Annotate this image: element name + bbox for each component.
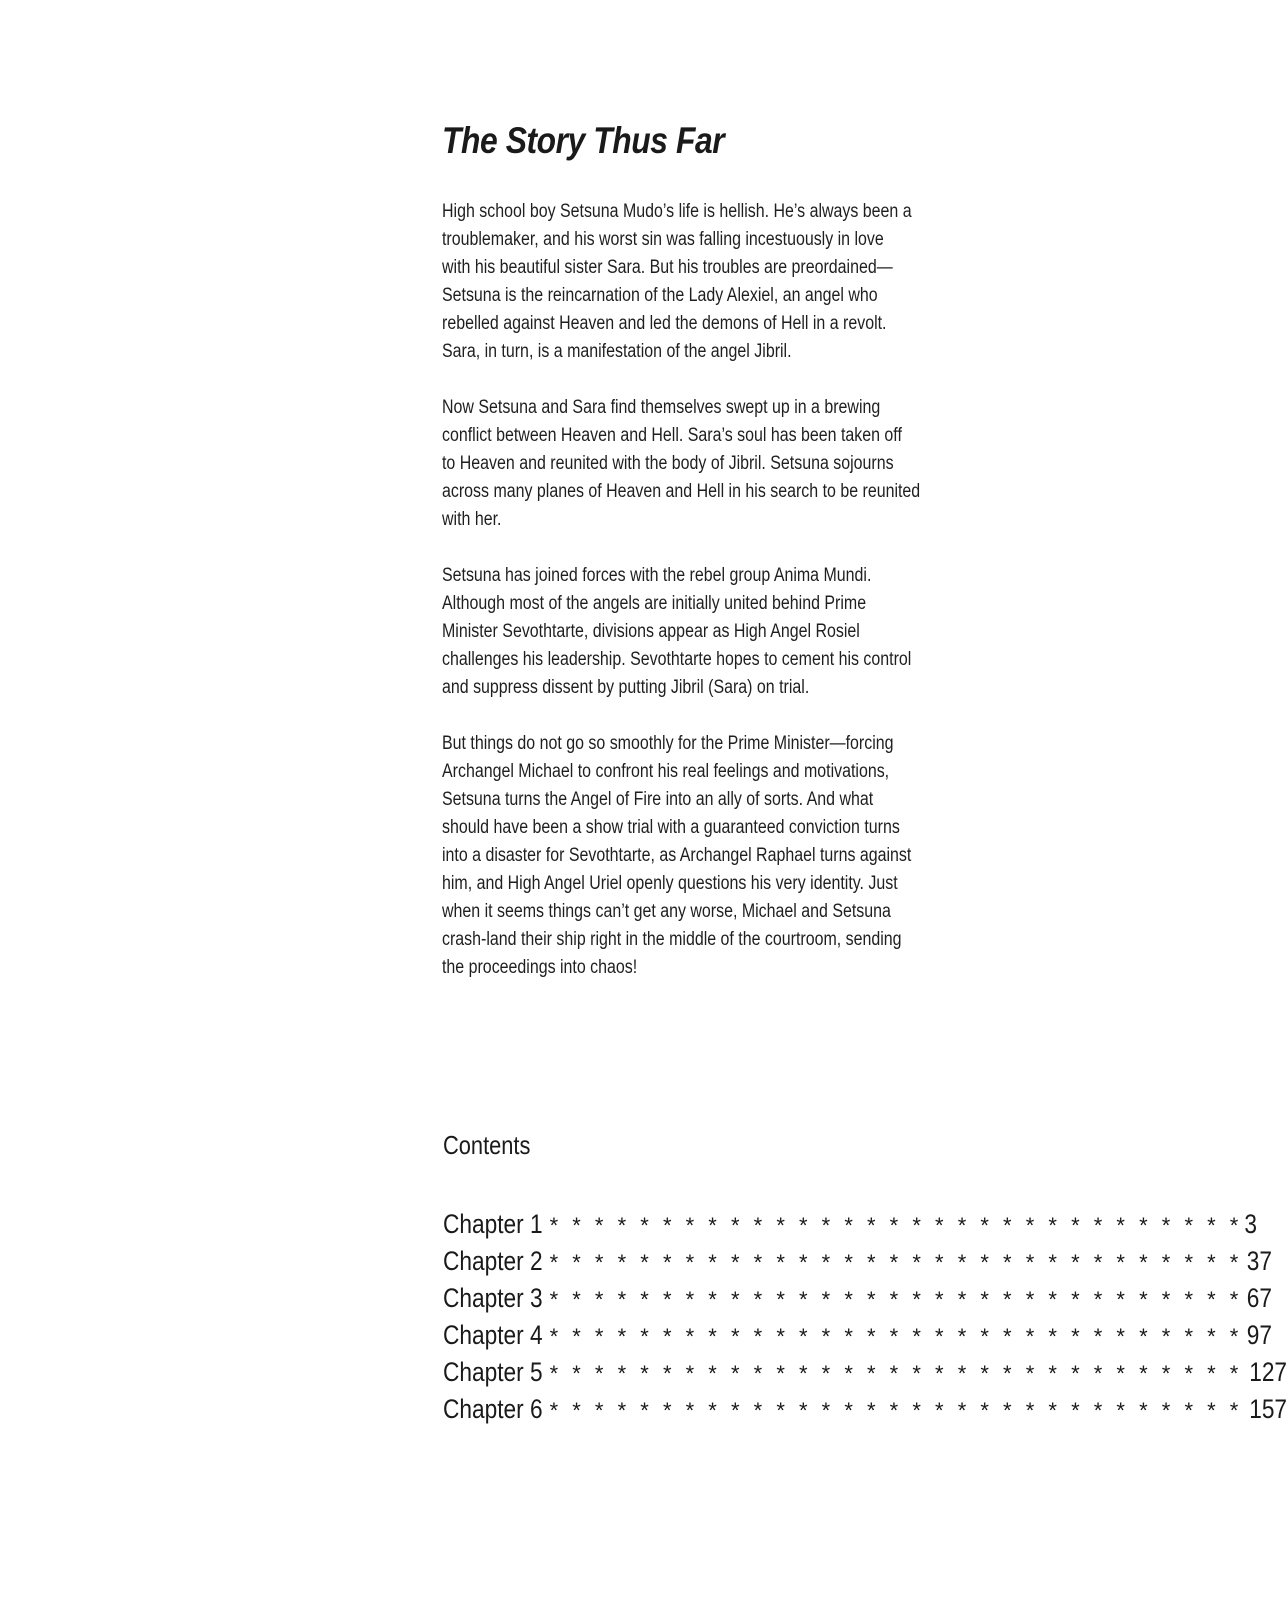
text-line: Sara, in turn, is a manifestation of the angel Jibril. bbox=[442, 341, 792, 362]
contents-heading: Contents bbox=[443, 1130, 531, 1160]
dot-leader: * * * * * * * * * * * * * * * * * * * * * * * * * * * * * * * bbox=[549, 1287, 1243, 1312]
story-paragraph bbox=[442, 394, 1002, 534]
text-line: conflict between Heaven and Hell. Sara’s soul has been taken off bbox=[442, 425, 902, 446]
page-number: 3 bbox=[1244, 1209, 1258, 1239]
text-line: across many planes of Heaven and Hell in his search to be reunited bbox=[442, 481, 921, 502]
table-of-contents bbox=[443, 1128, 1287, 1428]
text-line: him, and High Angel Uriel openly questions his very identity. Just bbox=[442, 873, 898, 894]
text-line: with her. bbox=[442, 509, 502, 530]
toc-list bbox=[443, 1206, 1287, 1428]
chapter-label: Chapter 4 bbox=[443, 1320, 543, 1350]
text-line: Although most of the angels are initially united behind Prime bbox=[442, 593, 867, 614]
chapter-label: Chapter 5 bbox=[443, 1357, 543, 1387]
text-line: Setsuna is the reincarnation of the Lady Alexiel, an angel who bbox=[442, 285, 878, 306]
story-summary-section bbox=[442, 118, 1002, 1010]
text-line: the proceedings into chaos! bbox=[442, 957, 638, 978]
story-paragraph bbox=[442, 730, 1002, 982]
chapter-label: Chapter 1 bbox=[443, 1209, 543, 1239]
chapter-label: Chapter 6 bbox=[443, 1394, 543, 1424]
text-line: Setsuna has joined forces with the rebel group Anima Mundi. bbox=[442, 565, 872, 586]
text-line: when it seems things can’t get any worse, Michael and Setsuna bbox=[442, 901, 891, 922]
dot-leader: * * * * * * * * * * * * * * * * * * * * * * * * * * * * * * * bbox=[549, 1361, 1243, 1386]
story-title: The Story Thus Far bbox=[442, 120, 725, 161]
page-number: 97 bbox=[1247, 1320, 1273, 1350]
text-line: challenges his leadership. Sevothtarte hopes to cement his control bbox=[442, 649, 912, 670]
text-line: But things do not go so smoothly for the Prime Minister—forcing bbox=[442, 733, 894, 754]
story-paragraph bbox=[442, 562, 1002, 702]
text-line: Archangel Michael to confront his real feelings and motivations, bbox=[442, 761, 890, 782]
page-number: 127 bbox=[1249, 1357, 1287, 1387]
story-paragraph bbox=[442, 198, 1002, 366]
dot-leader: * * * * * * * * * * * * * * * * * * * * * * * * * * * * * * * bbox=[549, 1324, 1243, 1349]
toc-entry-chapter-1 bbox=[443, 1206, 1258, 1243]
page-number: 37 bbox=[1247, 1246, 1273, 1276]
text-line: rebelled against Heaven and led the demons of Hell in a revolt. bbox=[442, 313, 887, 334]
toc-entry-chapter-5 bbox=[443, 1354, 1287, 1391]
text-line: Now Setsuna and Sara find themselves swept up in a brewing bbox=[442, 397, 881, 418]
text-line: into a disaster for Sevothtarte, as Archangel Raphael turns against bbox=[442, 845, 912, 866]
dot-leader: * * * * * * * * * * * * * * * * * * * * * * * * * * * * * * * bbox=[549, 1250, 1243, 1275]
dot-leader: * * * * * * * * * * * * * * * * * * * * * * * * * * * * * * * bbox=[549, 1213, 1243, 1238]
text-line: Setsuna turns the Angel of Fire into an ally of sorts. And what bbox=[442, 789, 874, 810]
toc-entry-chapter-6 bbox=[443, 1391, 1287, 1428]
toc-entry-chapter-4 bbox=[443, 1317, 1273, 1354]
text-line: and suppress dissent by putting Jibril (Sara) on trial. bbox=[442, 677, 810, 698]
text-line: to Heaven and reunited with the body of Jibril. Setsuna sojourns bbox=[442, 453, 894, 474]
chapter-label: Chapter 2 bbox=[443, 1246, 543, 1276]
text-line: crash-land their ship right in the middle of the courtroom, sending bbox=[442, 929, 902, 950]
chapter-label: Chapter 3 bbox=[443, 1283, 543, 1313]
page-number: 67 bbox=[1247, 1283, 1273, 1313]
dot-leader: * * * * * * * * * * * * * * * * * * * * * * * * * * * * * * * bbox=[549, 1398, 1243, 1423]
text-line: troublemaker, and his worst sin was falling incestuously in love bbox=[442, 229, 884, 250]
text-line: Minister Sevothtarte, divisions appear as High Angel Rosiel bbox=[442, 621, 860, 642]
toc-entry-chapter-2 bbox=[443, 1243, 1273, 1280]
page-number: 157 bbox=[1249, 1394, 1287, 1424]
toc-entry-chapter-3 bbox=[443, 1280, 1273, 1317]
text-line: with his beautiful sister Sara. But his troubles are preordained— bbox=[442, 257, 893, 278]
text-line: High school boy Setsuna Mudo’s life is hellish. He’s always been a bbox=[442, 201, 912, 222]
text-line: should have been a show trial with a guaranteed conviction turns bbox=[442, 817, 900, 838]
